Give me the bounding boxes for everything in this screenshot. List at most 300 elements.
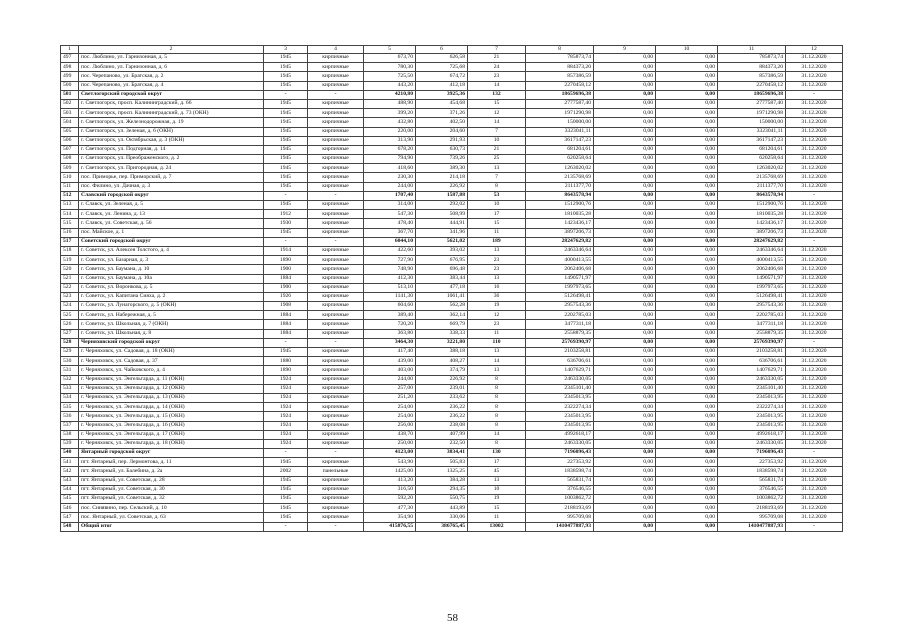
table-cell: 412,30 xyxy=(364,274,416,283)
table-cell: 544 xyxy=(61,485,79,494)
table-cell: 0,00 xyxy=(594,430,656,439)
table-cell: 513 xyxy=(61,201,79,210)
table-cell: 1003862,72 xyxy=(526,495,594,504)
table-cell: 31.12.2020 xyxy=(786,145,843,154)
table-cell: 1971290,98 xyxy=(718,109,786,118)
table-cell: 3897206,73 xyxy=(526,228,594,237)
table-cell: 432,80 xyxy=(364,118,416,127)
table-cell: 5126498,41 xyxy=(526,292,594,301)
table-cell: 0,00 xyxy=(594,63,656,72)
table-cell: 2463346,64 xyxy=(526,246,594,255)
table-cell: г. Славск, ул. Зеленая, д. 5 xyxy=(79,201,264,210)
table-cell: 2558879,35 xyxy=(526,329,594,338)
table-cell: 3617147,23 xyxy=(526,136,594,145)
table-cell: 454,68 xyxy=(416,99,468,108)
table-cell: 720,20 xyxy=(364,320,416,329)
table-cell: 0,00 xyxy=(594,90,656,99)
table-cell: кирпичные xyxy=(308,513,364,522)
table-cell: 0,00 xyxy=(594,384,656,393)
table-cell: 3464,30 xyxy=(364,338,416,347)
table-cell: 2463330,05 xyxy=(718,439,786,448)
table-cell: 0,00 xyxy=(594,256,656,265)
table-cell: 0,00 xyxy=(656,136,718,145)
table-cell: г. Черняховск, ул. Энгельгарда, д. 11 (ОКН) xyxy=(79,375,264,384)
table-cell: 2062406,68 xyxy=(526,265,594,274)
table-cell: 15 xyxy=(468,99,526,108)
header-cell: 6 xyxy=(416,46,468,54)
table-cell: 0,00 xyxy=(656,292,718,301)
table-cell: 1900 xyxy=(264,283,308,292)
table-cell: 0,00 xyxy=(656,127,718,136)
table-cell: 226,92 xyxy=(416,375,468,384)
table-cell: 1900 xyxy=(264,265,308,274)
table-cell: кирпичные xyxy=(308,201,364,210)
table-cell: 785873,74 xyxy=(526,54,594,63)
table-cell: 0,00 xyxy=(594,274,656,283)
table-cell: 8643578,94 xyxy=(526,191,594,200)
table-cell: 31.12.2020 xyxy=(786,348,843,357)
table-cell: 23 xyxy=(468,72,526,81)
table-cell: 857386,59 xyxy=(526,72,594,81)
table-row xyxy=(61,155,843,164)
table-cell: кирпичные xyxy=(308,393,364,402)
table-row xyxy=(61,458,843,467)
table-cell: 244,00 xyxy=(364,182,416,191)
table-cell: панельные xyxy=(308,467,364,476)
table-cell: 2558879,35 xyxy=(718,329,786,338)
table-cell: 14 xyxy=(468,81,526,90)
table-cell: пос. Люблино, ул. Гарнизонная, д. 5 xyxy=(79,54,264,63)
table-cell: 514 xyxy=(61,210,79,219)
table-cell: 0,00 xyxy=(656,283,718,292)
table-cell: 0,00 xyxy=(656,54,718,63)
table-cell: 0,00 xyxy=(656,210,718,219)
table-cell: 0,00 xyxy=(594,201,656,210)
table-cell: кирпичные xyxy=(308,283,364,292)
table-cell: 23 xyxy=(468,320,526,329)
table-cell: 512 xyxy=(61,191,79,200)
table-cell: 31.12.2020 xyxy=(786,311,843,320)
table-cell: 17 xyxy=(468,458,526,467)
table-cell: 513,10 xyxy=(364,283,416,292)
table-cell: 517 xyxy=(61,237,79,246)
table-cell: г. Советск, ул. Лунагорского, д. 5 (ОКН) xyxy=(79,302,264,311)
table-cell: 7196096,43 xyxy=(718,449,786,458)
table-cell: 550,75 xyxy=(416,495,468,504)
table-cell: кирпичные xyxy=(308,421,364,430)
table-cell: 501 xyxy=(61,90,79,99)
table-cell: 407,99 xyxy=(416,430,468,439)
table-cell: 3221,80 xyxy=(416,338,468,347)
table-cell: 477,18 xyxy=(416,283,468,292)
table-cell: - xyxy=(786,522,843,531)
table-cell: 8 xyxy=(468,439,526,448)
table-cell: 0,00 xyxy=(656,109,718,118)
table-cell: 250,00 xyxy=(364,439,416,448)
table-cell: 15 xyxy=(468,504,526,513)
table-cell: 2345013,95 xyxy=(526,412,594,421)
table-cell: 696,48 xyxy=(416,265,468,274)
table-header-row xyxy=(61,46,843,54)
table-cell: пос. Синявино, пер. Сельский, д. 10 xyxy=(79,504,264,513)
table-cell: 53 xyxy=(468,191,526,200)
table-row xyxy=(61,246,843,255)
table-cell: 0,00 xyxy=(594,421,656,430)
table-cell: 1003862,72 xyxy=(718,495,786,504)
table-cell: 0,00 xyxy=(594,283,656,292)
table-cell: 0,00 xyxy=(594,219,656,228)
table-cell: 0,00 xyxy=(656,403,718,412)
table-cell: 374,79 xyxy=(416,366,468,375)
table-row xyxy=(61,265,843,274)
table-cell: 477,30 xyxy=(364,504,416,513)
table-cell: - xyxy=(786,191,843,200)
table-cell: 0,00 xyxy=(656,412,718,421)
table-row xyxy=(61,439,843,448)
table-cell: 2111377,70 xyxy=(718,182,786,191)
table-cell: кирпичные xyxy=(308,164,364,173)
table-cell: кирпичные xyxy=(308,476,364,485)
table-cell: 413,20 xyxy=(364,476,416,485)
table-cell: 443,89 xyxy=(416,504,468,513)
table-cell: 1924 xyxy=(264,439,308,448)
table-cell: 3323041,11 xyxy=(526,127,594,136)
table-cell: 1997973,65 xyxy=(718,283,786,292)
table-cell: 739,26 xyxy=(416,155,468,164)
table-cell: пос. Черепаново, ул. Братская, д. 4 xyxy=(79,81,264,90)
header-cell: 11 xyxy=(718,46,786,54)
table-cell: г. Славск, ул. Советская, д. 56 xyxy=(79,219,264,228)
table-cell: 0,00 xyxy=(594,458,656,467)
table-cell: 0,00 xyxy=(656,366,718,375)
table-cell: 393,02 xyxy=(416,246,468,255)
table-cell: 31.12.2020 xyxy=(786,421,843,430)
table-cell: 31.12.2020 xyxy=(786,127,843,136)
table-cell: 362,14 xyxy=(416,311,468,320)
table-row xyxy=(61,320,843,329)
table-cell: 4210,80 xyxy=(364,90,416,99)
header-cell: 10 xyxy=(656,46,718,54)
table-cell: 1884 xyxy=(264,320,308,329)
table-cell: г. Черняховск, ул. Энгельгарда, д. 18 (ОКН) xyxy=(79,439,264,448)
table-cell: 1410477887,93 xyxy=(526,522,594,531)
header-cell: 5 xyxy=(364,46,416,54)
table-cell: 31.12.2020 xyxy=(786,320,843,329)
table-cell: 227353,92 xyxy=(718,458,786,467)
table-cell: 2270458,12 xyxy=(526,81,594,90)
table-cell: 1924 xyxy=(264,375,308,384)
table-row xyxy=(61,201,843,210)
table-cell: г. Советск, ул. Воронкова, д. 5 xyxy=(79,283,264,292)
table-cell: 1945 xyxy=(264,513,308,522)
subtotal-row xyxy=(61,338,843,347)
table-cell: 678,20 xyxy=(364,145,416,154)
table-cell: г. Советск, ул. Базарная, д. 3 xyxy=(79,256,264,265)
table-cell: 1810035,28 xyxy=(526,210,594,219)
table-cell: 523 xyxy=(61,292,79,301)
table-cell: 1930 xyxy=(264,219,308,228)
table-cell: 1908 xyxy=(264,302,308,311)
table-cell: 547,30 xyxy=(364,210,416,219)
header-cell: 3 xyxy=(264,46,308,54)
table-cell: кирпичные xyxy=(308,495,364,504)
table-cell: 1945 xyxy=(264,109,308,118)
table-cell: 1884 xyxy=(264,274,308,283)
table-cell: 18659696,38 xyxy=(526,90,594,99)
table-cell: 2957543,36 xyxy=(718,302,786,311)
table-cell: 0,00 xyxy=(594,403,656,412)
table-cell: 13 xyxy=(468,274,526,283)
table-row xyxy=(61,467,843,476)
table-cell: 1263020,02 xyxy=(718,164,786,173)
table-cell: 31.12.2020 xyxy=(786,366,843,375)
table-cell: 439,00 xyxy=(364,357,416,366)
table-cell: 2345101,40 xyxy=(526,384,594,393)
table-cell: 0,00 xyxy=(594,191,656,200)
table-cell: 0,00 xyxy=(594,118,656,127)
table-cell: кирпичные xyxy=(308,384,364,393)
table-cell: 389,30 xyxy=(416,164,468,173)
table-body xyxy=(61,46,843,532)
table-cell: 367,70 xyxy=(364,228,416,237)
table-cell: 239,01 xyxy=(416,384,468,393)
table-cell: 0,00 xyxy=(656,393,718,402)
table-cell: 0,00 xyxy=(594,127,656,136)
table-cell: 31.12.2020 xyxy=(786,182,843,191)
table-cell: 1890 xyxy=(264,366,308,375)
table-cell: 226,92 xyxy=(416,182,468,191)
table-cell: 503 xyxy=(61,109,79,118)
table-cell: 0,00 xyxy=(594,504,656,513)
table-cell: 592,20 xyxy=(364,495,416,504)
table-cell: 526 xyxy=(61,320,79,329)
table-cell: кирпичные xyxy=(308,348,364,357)
table-cell: 399,20 xyxy=(364,109,416,118)
table-cell: - xyxy=(786,237,843,246)
table-cell: 516 xyxy=(61,228,79,237)
table-cell: 0,00 xyxy=(656,495,718,504)
table-cell: пгт. Янтарный, ул. Советская, д. 28 xyxy=(79,476,264,485)
table-cell: 45 xyxy=(468,467,526,476)
table-cell: 2002 xyxy=(264,467,308,476)
table-cell: 376546,55 xyxy=(526,485,594,494)
table-cell: 13 xyxy=(468,164,526,173)
table-cell: 8643578,94 xyxy=(718,191,786,200)
table-cell: 150000,00 xyxy=(526,118,594,127)
table-cell: Советский городской округ xyxy=(79,237,264,246)
table-cell: 0,00 xyxy=(594,173,656,182)
table-cell: 0,00 xyxy=(656,522,718,531)
table-cell: 508 xyxy=(61,155,79,164)
table-cell: 0,00 xyxy=(594,99,656,108)
table-cell: 1490571,97 xyxy=(526,274,594,283)
table-cell: 1945 xyxy=(264,504,308,513)
table-cell: 0,00 xyxy=(656,182,718,191)
table-cell: 444,91 xyxy=(416,219,468,228)
table-cell: 0,00 xyxy=(594,109,656,118)
table-cell: 438,70 xyxy=(364,430,416,439)
table-row xyxy=(61,403,843,412)
table-cell: 383,44 xyxy=(416,274,468,283)
table-cell: Славский городской округ xyxy=(79,191,264,200)
table-cell: 417,40 xyxy=(364,348,416,357)
table-cell: г. Черняховск, ул. Энгельгарда, д. 14 (ОКН) xyxy=(79,403,264,412)
table-cell: кирпичные xyxy=(308,430,364,439)
table-cell: 150000,00 xyxy=(718,118,786,127)
table-cell: 1407629,71 xyxy=(526,366,594,375)
table-cell: 403,00 xyxy=(364,366,416,375)
table-row xyxy=(61,210,843,219)
table-cell: кирпичные xyxy=(308,265,364,274)
table-row xyxy=(61,99,843,108)
table-cell: 519 xyxy=(61,256,79,265)
table-cell: 535 xyxy=(61,403,79,412)
table-cell: 2345013,95 xyxy=(526,393,594,402)
table-cell: 1945 xyxy=(264,476,308,485)
table-cell: 31.12.2020 xyxy=(786,109,843,118)
table-cell: 2777587,40 xyxy=(718,99,786,108)
table-cell: 12 xyxy=(468,109,526,118)
table-row xyxy=(61,164,843,173)
table-cell: 547 xyxy=(61,513,79,522)
table-cell: 0,00 xyxy=(594,320,656,329)
table-cell: 0,00 xyxy=(656,421,718,430)
table-cell: Светлогорский городской округ xyxy=(79,90,264,99)
table-cell: 0,00 xyxy=(594,136,656,145)
table-cell: г. Советск, ул. Набережная, д. 5 xyxy=(79,311,264,320)
table-cell: 620258,64 xyxy=(718,155,786,164)
table-cell: 2345101,40 xyxy=(718,384,786,393)
table-row xyxy=(61,384,843,393)
table-row xyxy=(61,348,843,357)
header-cell: 1 xyxy=(61,46,79,54)
table-cell: 478,40 xyxy=(364,219,416,228)
table-row xyxy=(61,302,843,311)
table-cell: 232,50 xyxy=(416,439,468,448)
table-cell: 1423436,17 xyxy=(526,219,594,228)
table-cell: 1924 xyxy=(264,393,308,402)
table-cell: 0,00 xyxy=(656,145,718,154)
table-cell: 354,90 xyxy=(364,513,416,522)
table-cell: 31.12.2020 xyxy=(786,118,843,127)
table-cell: 0,00 xyxy=(656,320,718,329)
table-cell: пгт. Янтарный, пер. Лермонтова, д. 11 xyxy=(79,458,264,467)
table-cell: 2188193,69 xyxy=(718,504,786,513)
table-cell: 995709,08 xyxy=(718,513,786,522)
table-cell: 0,00 xyxy=(594,182,656,191)
table-cell: 0,00 xyxy=(656,329,718,338)
table-row xyxy=(61,513,843,522)
table-cell: 14 xyxy=(468,357,526,366)
table-cell: 0,00 xyxy=(594,302,656,311)
table-cell: 0,00 xyxy=(656,384,718,393)
table-cell: г. Светлогорск, ул. Подгорная, д. 14 xyxy=(79,145,264,154)
table-cell: Черняховский городской округ xyxy=(79,338,264,347)
table-cell: 0,00 xyxy=(594,329,656,338)
table-cell: 0,00 xyxy=(656,375,718,384)
table-cell: 130 xyxy=(468,449,526,458)
table-cell: г. Черняховск, ул. Энгельгарда, д. 12 (ОКН) xyxy=(79,384,264,393)
table-row xyxy=(61,366,843,375)
table-cell: 537 xyxy=(61,421,79,430)
table-cell: 418,60 xyxy=(364,164,416,173)
table-cell: 257,00 xyxy=(364,384,416,393)
page-number: 58 xyxy=(447,612,458,624)
table-cell: 1425,00 xyxy=(364,467,416,476)
table-cell: г. Советск, ул. Капитана Сияха, д. 2 xyxy=(79,292,264,301)
table-cell: г. Светлогорск, ул. Железнодорожная, д. 19 xyxy=(79,118,264,127)
table-cell: 189 xyxy=(468,237,526,246)
table-cell: 2463330,05 xyxy=(526,375,594,384)
table-cell: 31.12.2020 xyxy=(786,265,843,274)
table-cell: - xyxy=(308,237,364,246)
table-cell: 0,00 xyxy=(656,118,718,127)
table-cell: 1945 xyxy=(264,485,308,494)
table-cell: кирпичные xyxy=(308,228,364,237)
table-cell: кирпичные xyxy=(308,155,364,164)
table-row xyxy=(61,311,843,320)
table-cell: 8 xyxy=(468,412,526,421)
table-cell: 204,60 xyxy=(416,127,468,136)
table-cell: 1924 xyxy=(264,412,308,421)
table-row xyxy=(61,329,843,338)
table-cell: 0,00 xyxy=(594,72,656,81)
table-row xyxy=(61,256,843,265)
table-cell: 0,00 xyxy=(656,191,718,200)
table-cell: 565831,74 xyxy=(526,476,594,485)
table-cell: кирпичные xyxy=(308,329,364,338)
table-cell: кирпичные xyxy=(308,118,364,127)
table-row xyxy=(61,127,843,136)
table-cell: 497 xyxy=(61,54,79,63)
housing-table xyxy=(60,45,843,532)
table-cell: 2777587,40 xyxy=(526,99,594,108)
table-cell: 251,20 xyxy=(364,393,416,402)
table-row xyxy=(61,136,843,145)
table-cell: 488,90 xyxy=(364,99,416,108)
table-row xyxy=(61,81,843,90)
table-cell: 31.12.2020 xyxy=(786,201,843,210)
table-row xyxy=(61,495,843,504)
table-cell: 1912 xyxy=(264,210,308,219)
table-cell: 542 xyxy=(61,467,79,476)
table-cell: 565831,74 xyxy=(718,476,786,485)
table-cell: 2463330,05 xyxy=(718,375,786,384)
table-cell: 10 xyxy=(468,136,526,145)
table-row xyxy=(61,357,843,366)
table-cell: 31.12.2020 xyxy=(786,302,843,311)
table-cell: 14 xyxy=(468,430,526,439)
table-cell: 31.12.2020 xyxy=(786,210,843,219)
table-cell: 1945 xyxy=(264,182,308,191)
table-cell: 3925,36 xyxy=(416,90,468,99)
table-row xyxy=(61,412,843,421)
table-cell: 13002 xyxy=(468,522,526,531)
table-cell: 1945 xyxy=(264,118,308,127)
table-cell: кирпичные xyxy=(308,485,364,494)
table-cell: - xyxy=(264,90,308,99)
table-row xyxy=(61,109,843,118)
table-row xyxy=(61,283,843,292)
table-cell: 408,27 xyxy=(416,357,468,366)
table-cell: 522 xyxy=(61,283,79,292)
table-cell: 31.12.2020 xyxy=(786,375,843,384)
table-cell: 31.12.2020 xyxy=(786,393,843,402)
table-cell: пгт. Янтарный, ул. Советская, д. 30 xyxy=(79,485,264,494)
table-cell: 227353,92 xyxy=(526,458,594,467)
table-cell: 13 xyxy=(468,476,526,485)
table-cell: г. Светлогорск, просп. Калининградский, д. 73 (ОКН) xyxy=(79,109,264,118)
